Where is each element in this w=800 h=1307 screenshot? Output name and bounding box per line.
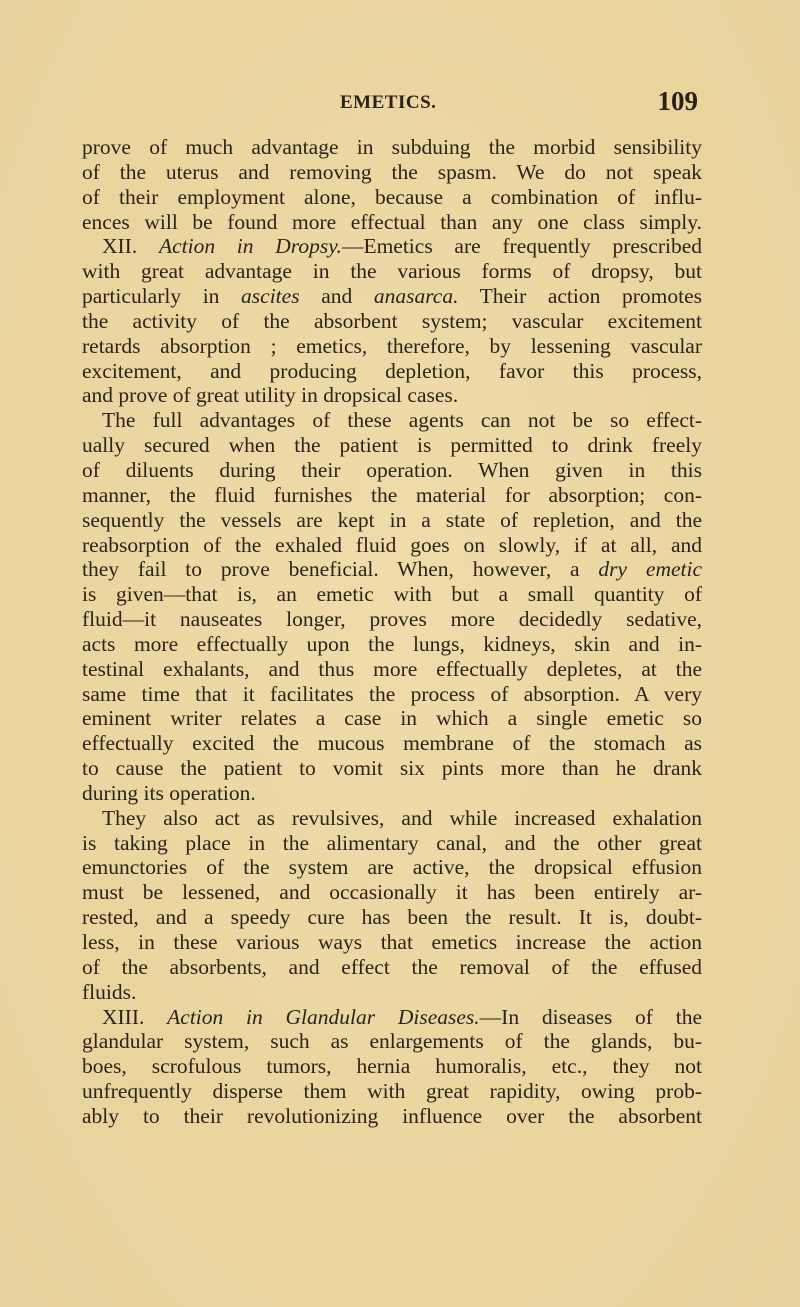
text-run: and <box>299 284 374 309</box>
text-run: ually secured when the patient is permitted to drink freely <box>82 433 702 458</box>
text-run: fluids. <box>82 979 137 1004</box>
text-line <box>82 632 702 657</box>
text-line <box>82 731 702 756</box>
text-run: The full advantages of these agents can not be so effect- <box>102 408 702 433</box>
text-line <box>82 359 702 384</box>
text-line <box>82 980 702 1005</box>
italic-text: Action in Dropsy. <box>158 234 342 259</box>
text-run: must be lessened, and occasionally it has been entirely ar- <box>82 880 702 905</box>
text-run: ably to their revolutionizing influence over the absorbent <box>82 1103 702 1128</box>
text-run: —In diseases of the <box>479 1004 702 1029</box>
text-run: —Emetics are frequently prescribed <box>341 234 702 259</box>
text-run: Their action promotes <box>458 284 702 309</box>
text-run: eminent writer relates a case in which a single emetic so <box>82 706 702 731</box>
text-run: they fail to prove beneficial. When, however, a <box>82 557 599 582</box>
italic-text: anasarca. <box>373 284 459 309</box>
text-line <box>82 1079 702 1104</box>
text-run: unfrequently disperse them with great rapidity, owing prob- <box>82 1079 702 1104</box>
text-run: emunctories of the system are active, the dropsical effusion <box>82 855 702 880</box>
text-run: to cause the patient to vomit six pints more than he drank <box>82 756 702 781</box>
text-run: same time that it facilitates the process of absorption. A very <box>82 681 702 706</box>
text-run: is taking place in the alimentary canal, and the other great <box>82 830 702 855</box>
text-line <box>82 334 702 359</box>
text-line <box>82 1005 702 1030</box>
text-line <box>82 930 702 955</box>
text-line <box>82 855 702 880</box>
text-run: reabsorption of the exhaled fluid goes on slowly, if at all, and <box>82 532 702 557</box>
text-line <box>82 1029 702 1054</box>
text-line <box>82 259 702 284</box>
text-line <box>82 210 702 235</box>
text-run: particularly in <box>82 284 242 309</box>
text-run: sequently the vessels are kept in a state of repletion, and the <box>82 507 702 532</box>
text-run: They also act as revulsives, and while increased exhalation <box>102 805 702 830</box>
text-run: ences will be found more effectual than any one class simply. <box>82 209 702 234</box>
text-run: XIII. <box>102 1004 168 1029</box>
running-head <box>82 88 702 118</box>
text-line <box>82 657 702 682</box>
text-line <box>82 955 702 980</box>
text-run: and prove of great utility in dropsical cases. <box>82 383 459 408</box>
text-run: fluid—it nauseates longer, proves more decidedly sedative, <box>82 607 702 632</box>
text-run: glandular system, such as enlargements of the glands, bu- <box>82 1029 702 1054</box>
text-run: of their employment alone, because a combination of influ- <box>82 184 702 209</box>
text-run: testinal exhalants, and thus more effectually depletes, at the <box>82 656 702 681</box>
text-run: effectually excited the mucous membrane of the stomach as <box>82 731 702 756</box>
text-line <box>82 383 702 408</box>
text-run: rested, and a speedy cure has been the result. It is, doubt- <box>82 905 702 930</box>
running-title: EMETICS. <box>340 92 437 113</box>
page-number: 109 <box>657 86 698 116</box>
text-run: of diluents during their operation. When given in this <box>82 457 702 482</box>
text-line <box>82 234 702 259</box>
text-line <box>82 309 702 334</box>
text-line <box>82 557 702 582</box>
text-line <box>82 135 702 160</box>
text-line <box>82 831 702 856</box>
body-text <box>82 135 702 1129</box>
text-line <box>82 756 702 781</box>
text-line <box>82 682 702 707</box>
text-line <box>82 408 702 433</box>
text-line <box>82 483 702 508</box>
text-line <box>82 806 702 831</box>
text-line <box>82 706 702 731</box>
text-line <box>82 905 702 930</box>
text-line <box>82 533 702 558</box>
italic-text: Action in Glandular Diseases. <box>167 1004 480 1029</box>
text-run: with great advantage in the various forms of dropsy, but <box>82 259 702 284</box>
text-line <box>82 582 702 607</box>
text-line <box>82 160 702 185</box>
text-line <box>82 508 702 533</box>
text-run: of the uterus and removing the spasm. We do not speak <box>82 159 702 184</box>
text-run: the activity of the absorbent system; vascular excitement <box>82 308 702 333</box>
text-run: during its operation. <box>82 780 256 805</box>
text-line <box>82 433 702 458</box>
italic-text: ascites <box>241 284 300 309</box>
text-line <box>82 1104 702 1129</box>
text-run: of the absorbents, and effect the removal of the effused <box>82 954 702 979</box>
text-run: boes, scrofulous tumors, hernia humoralis, etc., they not <box>82 1054 702 1079</box>
text-line <box>82 185 702 210</box>
text-run: excitement, and producing depletion, favor this process, <box>82 358 702 383</box>
text-run: prove of much advantage in subduing the morbid sensibility <box>82 135 702 159</box>
text-run: retards absorption ; emetics, therefore, by lessening vascular <box>82 333 702 358</box>
text-run: acts more effectually upon the lungs, kidneys, skin and in- <box>82 631 702 656</box>
text-line <box>82 284 702 309</box>
text-run: less, in these various ways that emetics increase the action <box>82 930 702 954</box>
text-run: XII. <box>102 234 159 259</box>
text-line <box>82 607 702 632</box>
text-run: manner, the fluid furnishes the material for absorption; con- <box>82 482 702 507</box>
text-line <box>82 1054 702 1079</box>
text-line <box>82 781 702 806</box>
text-line <box>82 880 702 905</box>
text-run: is given—that is, an emetic with but a small quantity of <box>82 582 702 607</box>
italic-text: dry emetic <box>598 557 703 582</box>
text-line <box>82 458 702 483</box>
